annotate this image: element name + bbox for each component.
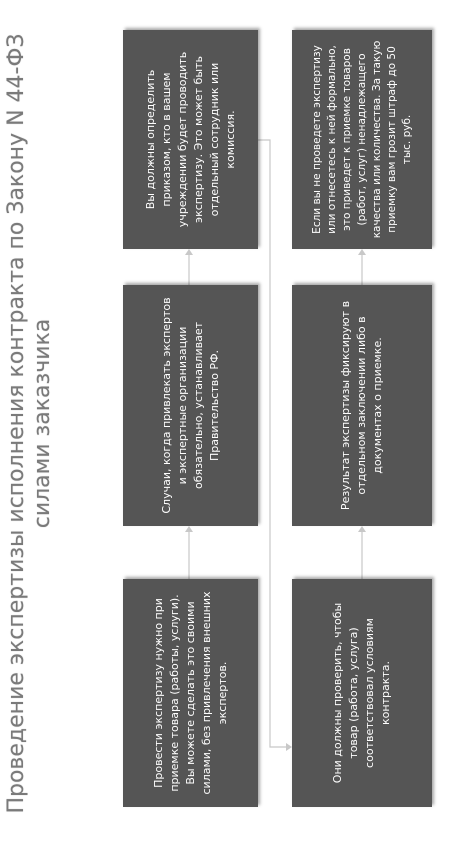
box-step1: Провести экспертизу нужно при приемке товара (работы, услуги). Вы можете сделать это своими силами, без привлечения внешних экспертов. xyxy=(123,579,258,807)
arrow-b2 xyxy=(185,526,193,532)
arrow-b6 xyxy=(358,249,366,255)
box-step2: Случаи, когда привлекать экспертов и экспертные организации обязательно, устанавливает Правительство РФ. xyxy=(123,285,258,526)
box-step3: Вы должны определить приказом, кто в вашем учреждении будет проводить экспертизу. Это может быть отдельный сотрудник или комиссия. xyxy=(123,30,258,249)
diagram-title-line2: силами заказчика xyxy=(30,318,55,529)
arrow-b3 xyxy=(185,249,193,255)
arrow-b5 xyxy=(358,526,366,532)
box-step5: Результат экспертизы фиксируют в отдельном заключении либо в документах о приемке. xyxy=(292,285,432,526)
box-step6: Если вы не проведете экспертизу или отнесетесь к ней формально, это приведет к приемке товаров (работ, услуг) ненадлежащего качества или количества. За такую приемку вам грозит штраф до 50 тыс. руб. xyxy=(292,30,432,249)
connector-b3-b4 xyxy=(258,140,286,747)
diagram-title-line1: Проведение экспертизы исполнения контракта по Закону N 44-ФЗ xyxy=(4,33,29,814)
box-step4: Они должны проверить, чтобы товар (работа, услуга) соответствовал условиям контракта. xyxy=(292,579,432,807)
